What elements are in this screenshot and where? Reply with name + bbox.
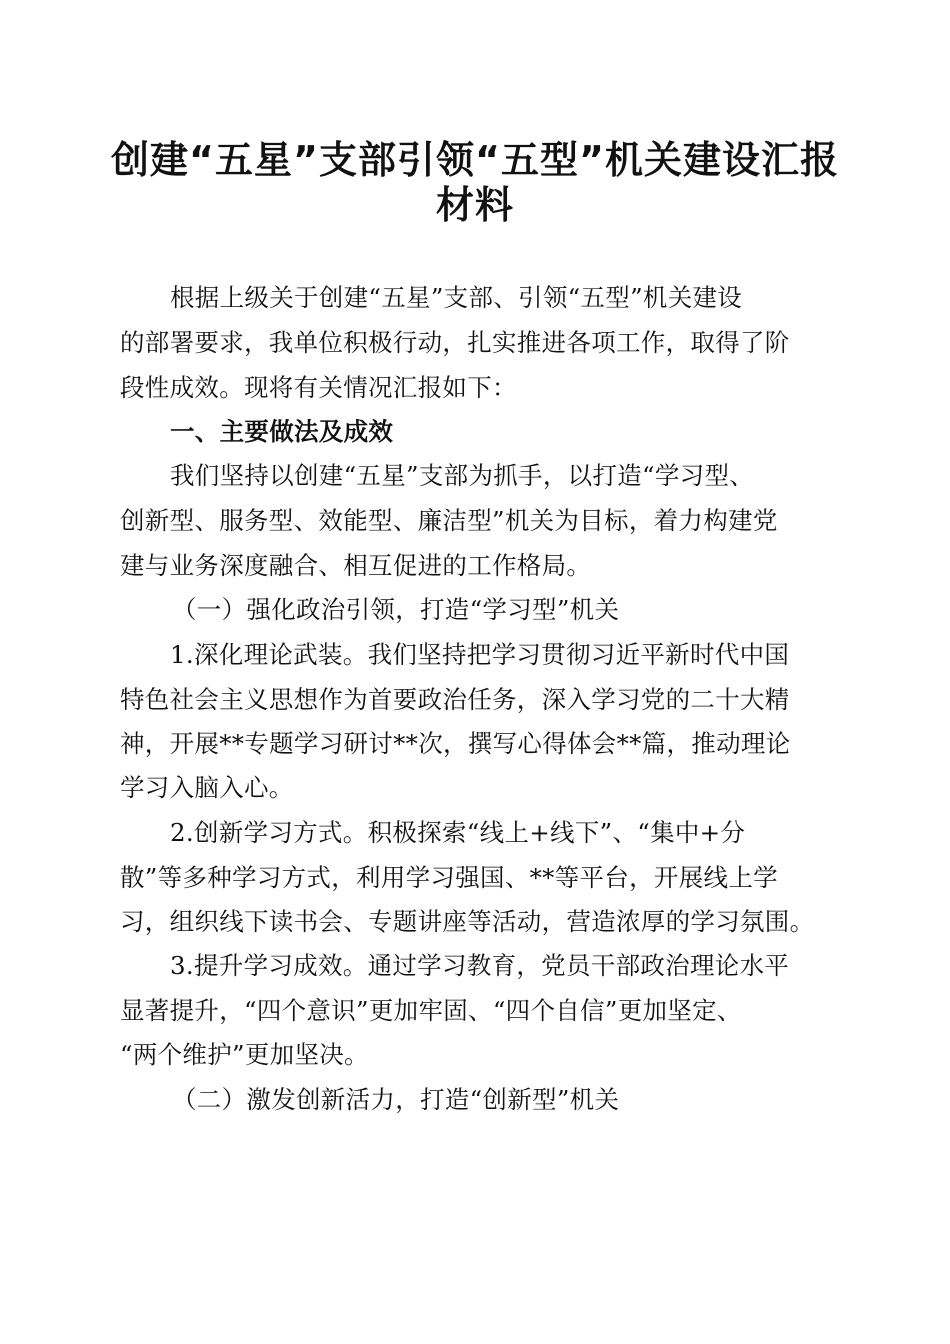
item-2-line-1: 2.创新学习方式。积极探索“线上+线下”、“集中+分 bbox=[170, 818, 746, 847]
overview-paragraph-line-3: 建与业务深度融合、相互促进的工作格局。 bbox=[120, 551, 592, 580]
intro-paragraph-line-2: 的部署要求，我单位积极行动，扎实推进各项工作，取得了阶 bbox=[120, 328, 790, 357]
document-title-line-1: 创建“五星”支部引领“五型”机关建设汇报 bbox=[111, 138, 839, 182]
document-title-line-2: 材料 bbox=[435, 183, 514, 227]
subsection-heading-2: （二）激发创新活力，打造“创新型”机关 bbox=[172, 1085, 620, 1114]
item-1-line-3: 神，开展**专题学习研讨**次，撰写心得体会**篇，推动理论 bbox=[120, 729, 791, 758]
item-3-line-3: “两个维护”更加坚决。 bbox=[120, 1040, 369, 1069]
item-1-line-4: 学习入脑入心。 bbox=[120, 773, 294, 802]
overview-paragraph-line-2: 创新型、服务型、效能型、廉洁型”机关为目标，着力构建党 bbox=[120, 506, 778, 535]
intro-paragraph-line-1: 根据上级关于创建“五星”支部、引领“五型”机关建设 bbox=[170, 283, 743, 312]
intro-paragraph-line-3: 段性成效。现将有关情况汇报如下： bbox=[120, 373, 517, 402]
item-3-line-1: 3.提升学习成效。通过学习教育，党员干部政治理论水平 bbox=[170, 951, 790, 980]
item-2-line-2: 散”等多种学习方式，利用学习强国、**等平台，开展线上学 bbox=[120, 863, 778, 892]
item-3-line-2: 显著提升，“四个意识”更加牢固、“四个自信”更加坚定、 bbox=[120, 996, 742, 1025]
overview-paragraph-line-1: 我们坚持以创建“五星”支部为抓手，以打造“学习型、 bbox=[170, 461, 755, 490]
section-heading-1: 一、主要做法及成效 bbox=[170, 417, 394, 446]
subsection-heading-1: （一）强化政治引领，打造“学习型”机关 bbox=[172, 595, 620, 624]
item-1-line-1: 1.深化理论武装。我们坚持把学习贯彻习近平新时代中国 bbox=[170, 640, 790, 669]
item-1-line-2: 特色社会主义思想作为首要政治任务，深入学习党的二十大精 bbox=[120, 685, 790, 714]
item-2-line-3: 习，组织线下读书会、专题讲座等活动，营造浓厚的学习氛围。 bbox=[120, 907, 815, 936]
